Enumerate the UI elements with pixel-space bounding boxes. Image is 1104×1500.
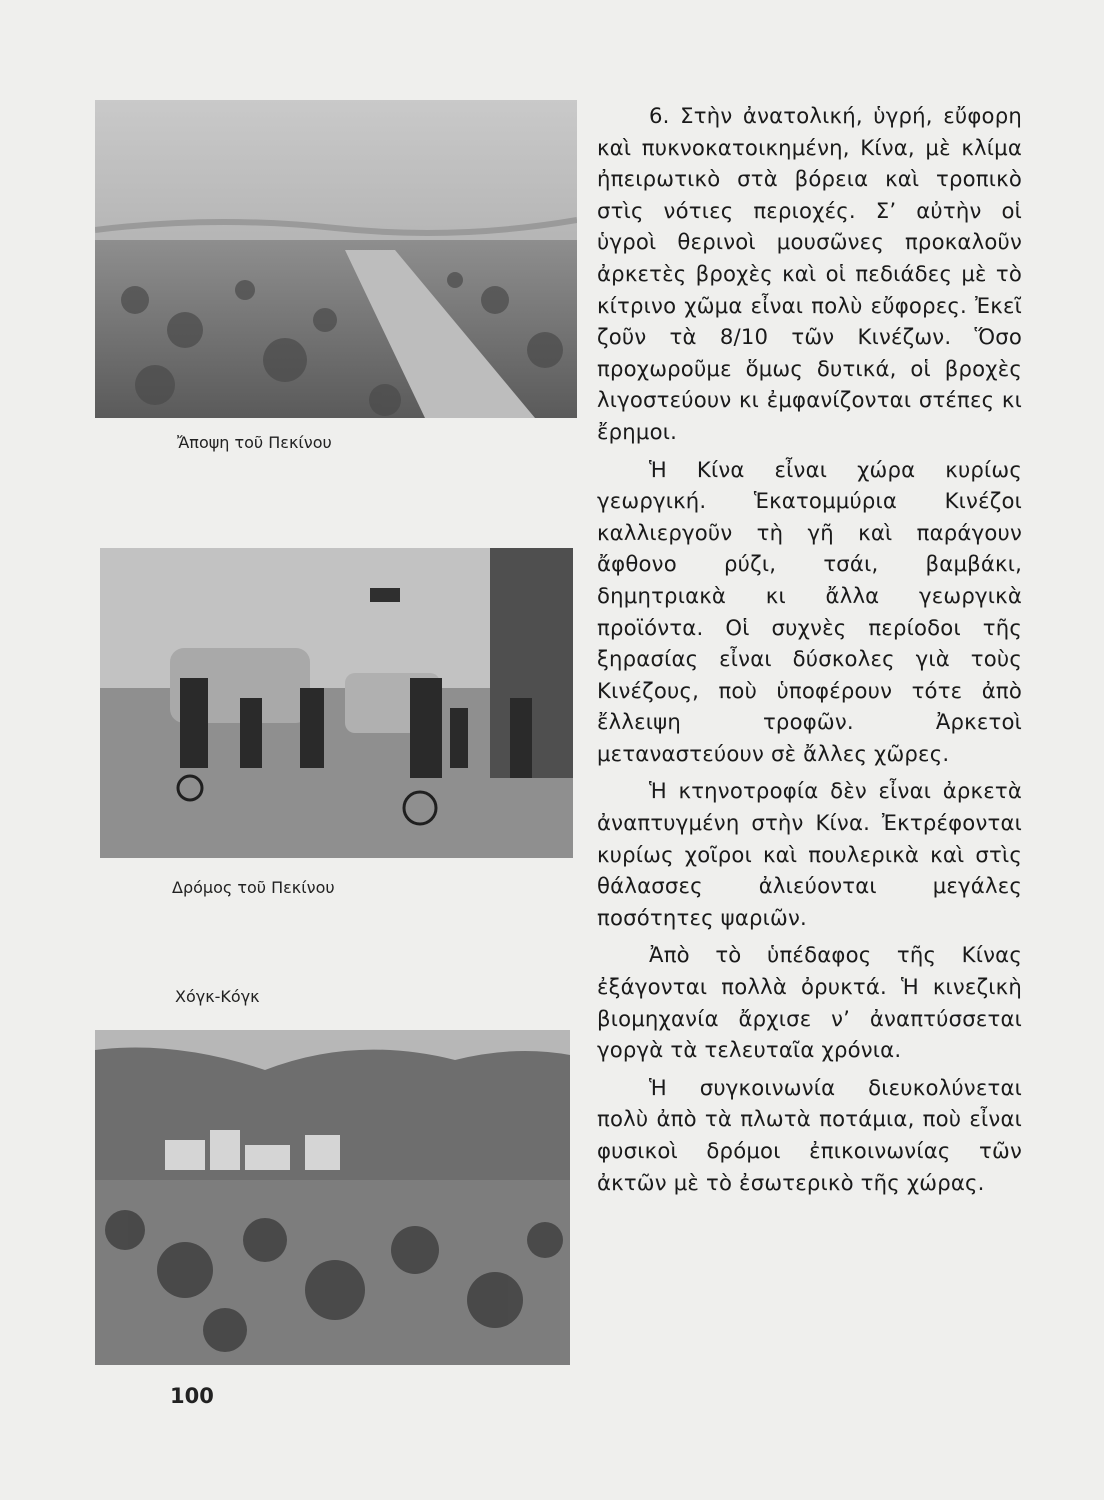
paragraph-agriculture: Ἡ Κίνα εἶναι χώρα κυρίως γεωργική. Ἑκατομμύρια Κινέζοι καλλιεργοῦν τὴ γῆ καὶ παράγουν ἄφθονο ρύζι, τσάι, βαμβάκι, δημητριακὰ κι ἄλλα γεωργικὰ προϊόντα. Οἱ συχνὲς περίοδοι τῆς ξηρασίας εἶναι δύσκολες γιὰ τοὺς Κινέζους, ποὺ ὑποφέρουν τότε ἀπὸ ἔλλειψη τροφῶν. Ἀρκετοὶ μεταναστεύουν σὲ ἄλλες χῶρες. [597, 456, 1022, 766]
paragraph-minerals: Ἀπὸ τὸ ὑπέδαφος τῆς Κίνας ἐξάγονται πολλὰ ὀρυκτά. Ἡ κινεζικὴ βιομηχανία ἄρχισε ν’ ἀναπτύσσεται γοργὰ τὰ τελευταῖα χρόνια. [597, 942, 1022, 1063]
photo-hong-kong [95, 1030, 570, 1365]
caption-hong-kong: Χόγκ-Κόγκ [175, 987, 260, 1006]
caption-beijing-view: Ἄποψη τοῦ Πεκίνου [177, 433, 332, 452]
photo-beijing-view [95, 100, 577, 418]
photo-beijing-street [100, 548, 573, 858]
paragraph-livestock: Ἡ κτηνοτροφία δὲν εἶναι ἀρκετὰ ἀναπτυγμένη στὴν Κίνα. Ἐκτρέφονται κυρίως χοῖροι καὶ πουλερικὰ καὶ στὶς θάλασσες ἀλιεύονται μεγάλες ποσότητες ψαριῶν. [597, 778, 1022, 930]
paragraph-climate: 6. Στὴν ἀνατολική, ὑγρή, εὔφορη καὶ πυκνοκατοικημένη, Κίνα, μὲ κλίμα ἠπειρωτικὸ στὰ βόρεια καὶ τροπικὸ στὶς νότιες περιοχές. Σ’ αὐτὴν οἱ ὑγροὶ θερινοὶ μουσῶνες προκαλοῦν ἀρκετὲς βροχὲς καὶ οἱ πεδιάδες μὲ τὸ κίτρινο χῶμα εἶναι πολὺ εὔφορες. Ἐκεῖ ζοῦν τὰ 8/10 τῶν Κινέζων. Ὅσο προχωροῦμε ὅμως δυτικά, οἱ βροχὲς λιγοστεύουν κι ἐμφανίζονται στέπες κι ἔρημοι. [597, 103, 1022, 444]
body-text [597, 100, 1022, 1198]
page-number: 100 [170, 1384, 214, 1408]
caption-beijing-street: Δρόμος τοῦ Πεκίνου [172, 878, 335, 897]
paragraph-transport: Ἡ συγκοινωνία διευκολύνεται πολὺ ἀπὸ τὰ πλωτὰ ποτάμια, ποὺ εἶναι φυσικοὶ δρόμοι ἐπικοινωνίας τῶν ἀκτῶν μὲ τὸ ἐσωτερικὸ τῆς χώρας. [597, 1074, 1022, 1195]
